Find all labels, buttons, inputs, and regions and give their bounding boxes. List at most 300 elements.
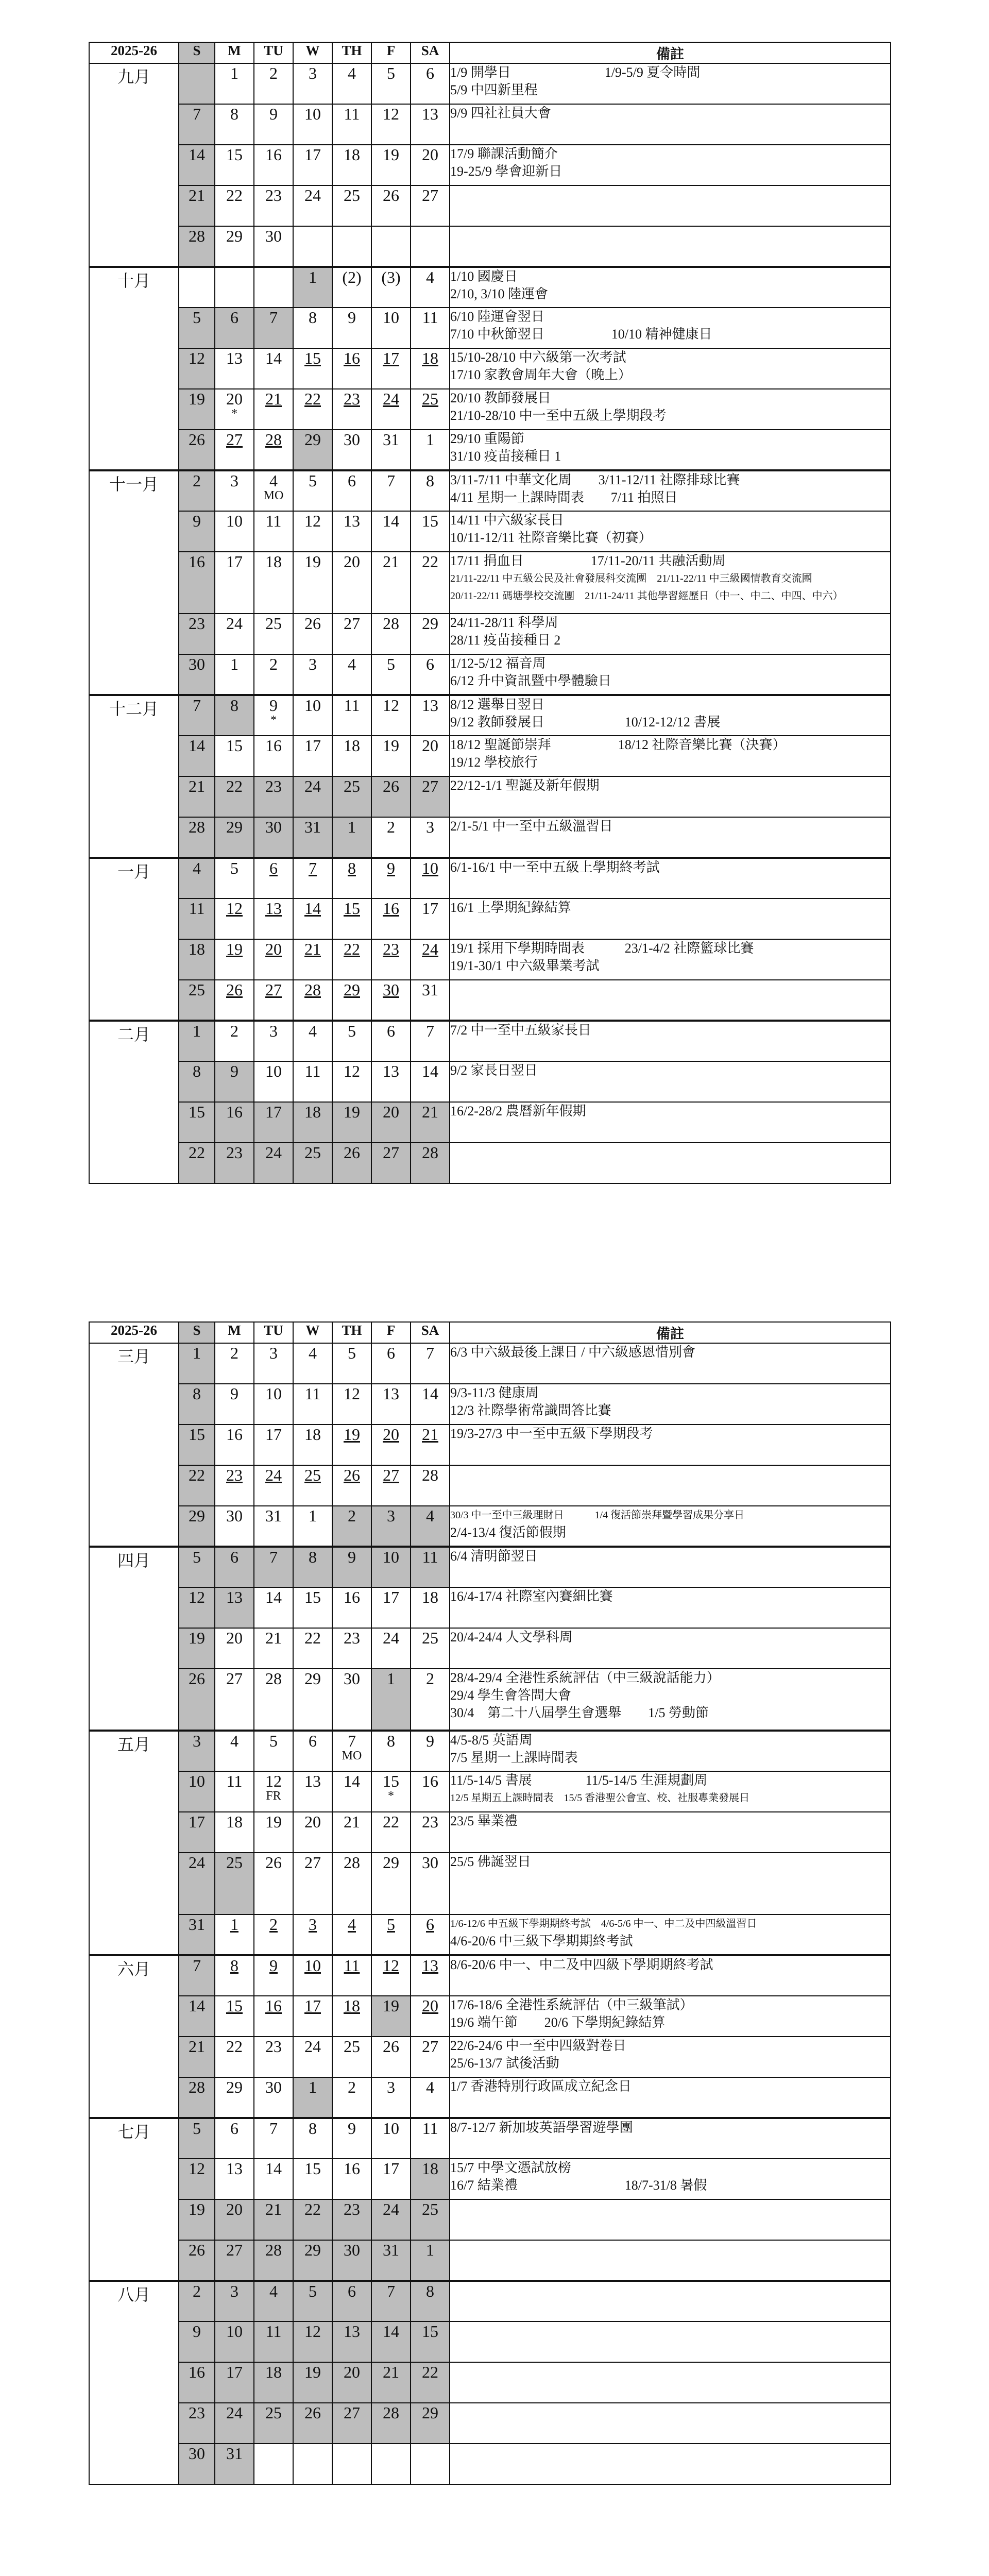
note-line: 19/1-30/1 中六級畢業考試 xyxy=(450,958,600,973)
day-cell xyxy=(411,552,450,614)
day-number: 29 xyxy=(344,980,360,999)
day-number: 15 xyxy=(344,899,360,918)
week-row xyxy=(89,1425,891,1465)
day-number: 8 xyxy=(309,308,317,327)
day-number: 27 xyxy=(422,2037,438,2056)
weekday-header: F xyxy=(371,42,411,63)
day-cell xyxy=(254,2199,293,2240)
day-cell xyxy=(332,1771,371,1812)
week-row xyxy=(89,1669,891,1731)
day-number: 17 xyxy=(304,1996,321,2015)
day-number: 5 xyxy=(309,471,317,490)
day-number: 22 xyxy=(422,2363,438,2381)
note-line: 17/11 捐血日 17/11-20/11 共融活動周 xyxy=(450,553,726,568)
week-row xyxy=(89,1343,891,1384)
day-cell xyxy=(332,552,371,614)
day-number: 24 xyxy=(226,2403,243,2422)
day-cell xyxy=(411,858,450,899)
day-number: 14 xyxy=(265,349,282,367)
day-cell xyxy=(411,2077,450,2118)
day-cell xyxy=(254,736,293,776)
day-number: 29 xyxy=(226,2078,243,2096)
day-cell xyxy=(332,817,371,858)
day-cell xyxy=(215,1853,254,1914)
notes-cell xyxy=(450,470,891,511)
day-cell xyxy=(411,1102,450,1143)
day-number: 14 xyxy=(265,1588,282,1606)
day-number: 9 xyxy=(426,1732,434,1750)
note-line: 15/10-28/10 中六級第一次考試 xyxy=(450,350,626,365)
day-number: 13 xyxy=(344,512,360,530)
day-cell xyxy=(179,1547,215,1587)
day-number: 20 xyxy=(422,1996,438,2015)
header-row xyxy=(89,42,891,63)
note-line: 4/11 星期一上課時間表 7/11 拍照日 xyxy=(450,490,678,505)
day-cell xyxy=(179,736,215,776)
day-number: 28 xyxy=(265,2241,282,2259)
day-number: 27 xyxy=(226,1669,243,1688)
week-row xyxy=(89,614,891,654)
day-cell xyxy=(371,1506,411,1547)
day-cell xyxy=(371,1955,411,1996)
day-number: 14 xyxy=(189,736,205,755)
day-number: 21 xyxy=(265,389,282,408)
day-number: 24 xyxy=(383,1629,399,1647)
day-number: 9 xyxy=(230,1062,238,1080)
notes-cell xyxy=(450,430,891,470)
day-number: 19 xyxy=(189,1629,205,1647)
day-cell xyxy=(411,145,450,185)
week-row xyxy=(89,817,891,858)
day-cell xyxy=(215,1731,254,1771)
week-row xyxy=(89,1812,891,1853)
day-number: 4 xyxy=(348,64,356,82)
day-cell xyxy=(215,185,254,226)
day-cell xyxy=(179,389,215,430)
day-cell xyxy=(179,1731,215,1771)
day-number: 28 xyxy=(383,614,399,633)
day-cell xyxy=(371,817,411,858)
day-cell xyxy=(411,776,450,817)
week-row xyxy=(89,2444,891,2484)
notes-cell xyxy=(450,2403,891,2444)
day-number: 4 xyxy=(348,655,356,673)
note-line: 25/5 佛誕翌日 xyxy=(450,1854,531,1869)
day-number: 26 xyxy=(383,777,399,795)
day-number: 5 xyxy=(193,2119,201,2138)
day-cell xyxy=(179,2281,215,2321)
weekday-header: W xyxy=(293,1322,332,1343)
day-cell xyxy=(411,654,450,695)
day-number: 6 xyxy=(387,1344,395,1362)
day-cell xyxy=(215,1628,254,1669)
day-number: 4 xyxy=(426,1506,434,1525)
day-marker: FR xyxy=(266,1789,281,1803)
day-number: 2 xyxy=(230,1022,238,1040)
day-cell xyxy=(293,552,332,614)
day-number: 10 xyxy=(383,308,399,327)
day-number: 12 xyxy=(304,512,321,530)
note-line: 6/3 中六級最後上課日 / 中六級感恩惜別會 xyxy=(450,1345,695,1360)
day-cell xyxy=(332,2403,371,2444)
day-cell xyxy=(215,899,254,939)
weekday-header: M xyxy=(215,1322,254,1343)
day-cell xyxy=(254,226,293,267)
day-number: 22 xyxy=(304,2200,321,2218)
day-cell xyxy=(371,2199,411,2240)
day-cell xyxy=(411,1465,450,1506)
note-line: 7/5 星期一上課時間表 xyxy=(450,1750,578,1765)
day-cell xyxy=(254,2077,293,2118)
day-cell xyxy=(293,1731,332,1771)
day-cell xyxy=(371,654,411,695)
weekday-header: TH xyxy=(332,1322,371,1343)
week-row xyxy=(89,2159,891,2199)
day-number: 4 xyxy=(230,1732,238,1750)
day-number: 8 xyxy=(309,1548,317,1566)
note-line: 8/6-20/6 中一、中二及中四級下學期期終考試 xyxy=(450,1957,713,1972)
day-number: 23 xyxy=(226,1466,243,1484)
day-number: 21 xyxy=(265,1629,282,1647)
week-row xyxy=(89,2362,891,2403)
day-cell xyxy=(332,2118,371,2159)
note-line: 19/6 端午節 20/6 下學期紀錄結算 xyxy=(450,2015,666,2030)
day-number: 23 xyxy=(265,186,282,205)
day-marker: MO xyxy=(263,489,284,502)
day-cell xyxy=(254,2159,293,2199)
day-cell xyxy=(254,1102,293,1143)
week-row xyxy=(89,267,891,308)
notes-cell xyxy=(450,654,891,695)
day-number: 27 xyxy=(265,980,282,999)
day-cell xyxy=(293,1996,332,2037)
day-number: 7 xyxy=(193,696,201,715)
note-line: 16/2-28/2 農曆新年假期 xyxy=(450,1104,586,1118)
day-number: 1 xyxy=(426,430,434,449)
note-line: 22/6-24/6 中一至中四級對卷日 xyxy=(450,2038,626,2053)
day-number: 21 xyxy=(344,1812,360,1831)
day-cell xyxy=(293,1812,332,1853)
day-number: 17 xyxy=(383,1588,399,1606)
day-number: 27 xyxy=(226,430,243,449)
day-cell xyxy=(254,1771,293,1812)
day-cell xyxy=(293,2037,332,2077)
day-number: 7 xyxy=(193,1956,201,1975)
day-number: 4 xyxy=(426,2078,434,2096)
day-cell xyxy=(411,1853,450,1914)
day-cell xyxy=(179,654,215,695)
notes-cell xyxy=(450,1669,891,1731)
note-line: 30/4 第二十八屆學生會選舉 1/5 勞動節 xyxy=(450,1705,709,1720)
week-row xyxy=(89,858,891,899)
day-number: 3 xyxy=(387,2078,395,2096)
notes-cell xyxy=(450,1628,891,1669)
weekday-header: TH xyxy=(332,42,371,63)
day-cell xyxy=(179,2240,215,2281)
day-cell xyxy=(179,858,215,899)
day-number: 7 xyxy=(269,308,278,327)
day-cell xyxy=(215,1506,254,1547)
day-cell xyxy=(371,308,411,348)
day-cell xyxy=(215,389,254,430)
day-cell xyxy=(179,1628,215,1669)
day-cell xyxy=(293,2281,332,2321)
day-cell xyxy=(254,1465,293,1506)
day-number: 12 xyxy=(344,1062,360,1080)
day-cell xyxy=(254,552,293,614)
day-cell xyxy=(371,1771,411,1812)
day-number: 5 xyxy=(193,1548,201,1566)
week-row xyxy=(89,104,891,145)
day-number: 27 xyxy=(422,186,438,205)
day-number: 18 xyxy=(304,1425,321,1444)
day-number: 18 xyxy=(344,145,360,164)
day-number: 29 xyxy=(383,1853,399,1872)
day-number: 18 xyxy=(344,736,360,755)
day-number: 31 xyxy=(383,430,399,449)
day-number: 12 xyxy=(383,1956,399,1975)
day-cell xyxy=(215,1547,254,1587)
day-number: 29 xyxy=(304,1669,321,1688)
day-cell xyxy=(332,1587,371,1628)
day-cell xyxy=(179,470,215,511)
day-number: 17 xyxy=(383,2159,399,2178)
day-number: 2 xyxy=(387,818,395,836)
day-cell xyxy=(254,2321,293,2362)
note-line: 25/6-13/7 試後活動 xyxy=(450,2056,559,2071)
day-cell xyxy=(179,1102,215,1143)
day-cell xyxy=(215,1425,254,1465)
day-number: 14 xyxy=(422,1384,438,1403)
day-cell xyxy=(332,1343,371,1384)
day-cell xyxy=(254,2037,293,2077)
day-cell xyxy=(411,2159,450,2199)
day-number: 25 xyxy=(344,777,360,795)
day-cell xyxy=(411,2118,450,2159)
day-number: 8 xyxy=(387,1732,395,1750)
day-cell xyxy=(371,104,411,145)
day-cell xyxy=(215,63,254,104)
day-cell xyxy=(293,1343,332,1384)
day-cell xyxy=(254,185,293,226)
day-number: 25 xyxy=(344,2037,360,2056)
day-cell xyxy=(179,1465,215,1506)
day-cell xyxy=(411,1812,450,1853)
day-cell xyxy=(215,2077,254,2118)
day-cell xyxy=(179,2037,215,2077)
day-number: 26 xyxy=(304,2403,321,2422)
notes-cell xyxy=(450,1853,891,1914)
day-cell xyxy=(411,1384,450,1425)
day-number: 15 xyxy=(226,1996,243,2015)
day-number: 5 xyxy=(269,1732,278,1750)
day-number: 6 xyxy=(230,2119,238,2138)
week-row xyxy=(89,2321,891,2362)
day-cell xyxy=(371,1731,411,1771)
day-number: 24 xyxy=(304,2037,321,2056)
day-number: 26 xyxy=(344,1143,360,1162)
day-cell xyxy=(332,2281,371,2321)
day-cell xyxy=(411,308,450,348)
day-cell xyxy=(254,1955,293,1996)
day-number: 2 xyxy=(348,1506,356,1525)
day-number: 11 xyxy=(422,308,438,327)
day-cell xyxy=(293,63,332,104)
day-cell xyxy=(411,939,450,980)
notes-cell xyxy=(450,308,891,348)
day-number: 23 xyxy=(265,777,282,795)
day-cell xyxy=(411,2444,450,2484)
day-cell xyxy=(179,899,215,939)
month-label: 二月 xyxy=(89,1021,179,1183)
day-number: 12 xyxy=(265,1772,282,1790)
day-number: 6 xyxy=(426,1915,434,1934)
week-row xyxy=(89,389,891,430)
day-cell xyxy=(215,1143,254,1183)
day-cell xyxy=(179,2321,215,2362)
note-line: 18/12 聖誕節崇拜 18/12 社際音樂比賽（決賽） xyxy=(450,737,786,752)
year-header: 2025-26 xyxy=(89,42,179,63)
day-number: 9 xyxy=(387,859,395,877)
day-number: 5 xyxy=(387,1915,395,1934)
day-number: 10 xyxy=(226,2322,243,2341)
notes-cell xyxy=(450,2077,891,2118)
day-cell xyxy=(215,1996,254,2037)
day-cell xyxy=(215,2444,254,2484)
day-cell xyxy=(371,145,411,185)
day-cell xyxy=(293,654,332,695)
day-cell xyxy=(215,1102,254,1143)
day-number: 10 xyxy=(265,1062,282,1080)
day-number: 17 xyxy=(226,552,243,571)
notes-cell xyxy=(450,939,891,980)
day-number: 4 xyxy=(269,2282,278,2300)
notes-cell xyxy=(450,63,891,104)
day-number: 10 xyxy=(383,1548,399,1566)
notes-cell xyxy=(450,145,891,185)
day-cell xyxy=(411,511,450,552)
day-number: 3 xyxy=(193,1732,201,1750)
notes-cell xyxy=(450,1021,891,1061)
day-number: 19 xyxy=(226,940,243,958)
day-number: 19 xyxy=(189,389,205,408)
day-cell xyxy=(293,430,332,470)
day-number: 10 xyxy=(422,859,438,877)
day-marker: * xyxy=(388,1789,394,1803)
day-number: 8 xyxy=(230,1956,238,1975)
day-cell xyxy=(215,552,254,614)
note-line: 17/9 聯課活動簡介 xyxy=(450,146,558,161)
day-number: 26 xyxy=(189,2241,205,2259)
day-number: 25 xyxy=(304,1466,321,1484)
day-cell xyxy=(293,2077,332,2118)
notes-cell xyxy=(450,1955,891,1996)
day-cell xyxy=(332,2159,371,2199)
month-label: 一月 xyxy=(89,858,179,1021)
day-number: 15 xyxy=(226,736,243,755)
day-cell xyxy=(179,1996,215,2037)
day-number: 22 xyxy=(383,1812,399,1831)
notes-cell xyxy=(450,1812,891,1853)
day-cell xyxy=(411,2037,450,2077)
notes-cell xyxy=(450,104,891,145)
note-line: 8/12 選舉日翌日 xyxy=(450,697,544,712)
day-cell xyxy=(254,104,293,145)
day-number: 27 xyxy=(344,2403,360,2422)
day-cell xyxy=(411,63,450,104)
day-number: 27 xyxy=(422,777,438,795)
note-line: 2/10, 3/10 陸運會 xyxy=(450,286,548,301)
note-line: 9/12 教師發展日 10/12-12/12 書展 xyxy=(450,715,721,730)
day-number: 4 xyxy=(193,859,201,877)
week-row xyxy=(89,308,891,348)
header-row xyxy=(89,1322,891,1343)
day-cell xyxy=(215,2037,254,2077)
day-number: 21 xyxy=(422,1425,438,1444)
day-number: 30 xyxy=(344,430,360,449)
day-number: 31 xyxy=(265,1506,282,1525)
note-line: 20/11-22/11 碼塘學校交流團 21/11-24/11 其他學習經歷日（中一、中二、中四、中六） xyxy=(450,590,843,602)
day-number: 21 xyxy=(383,552,399,571)
day-number: 9 xyxy=(269,105,278,123)
day-cell xyxy=(215,2240,254,2281)
day-cell xyxy=(371,389,411,430)
day-cell xyxy=(293,1021,332,1061)
week-row xyxy=(89,348,891,389)
day-cell xyxy=(332,267,371,308)
day-cell xyxy=(371,226,411,267)
day-cell xyxy=(215,104,254,145)
day-cell xyxy=(254,2362,293,2403)
day-cell xyxy=(254,1506,293,1547)
day-cell xyxy=(332,736,371,776)
day-cell xyxy=(332,980,371,1021)
day-cell xyxy=(254,430,293,470)
notes-cell xyxy=(450,1771,891,1812)
day-number: 12 xyxy=(383,105,399,123)
note-line: 3/11-7/11 中華文化周 3/11-12/11 社際排球比賽 xyxy=(450,472,740,487)
day-cell xyxy=(179,1812,215,1853)
week-row xyxy=(89,63,891,104)
day-number: 10 xyxy=(226,512,243,530)
day-number: 29 xyxy=(226,818,243,836)
day-marker: MO xyxy=(342,1749,362,1762)
day-cell xyxy=(293,511,332,552)
day-cell xyxy=(332,430,371,470)
day-cell xyxy=(332,145,371,185)
day-cell xyxy=(371,430,411,470)
day-number: 28 xyxy=(189,2078,205,2096)
note-line: 2/1-5/1 中一至中五級溫習日 xyxy=(450,819,613,834)
day-number: 13 xyxy=(422,1956,438,1975)
day-cell xyxy=(179,1425,215,1465)
day-number: 31 xyxy=(422,980,438,999)
day-cell xyxy=(179,2077,215,2118)
day-number: 24 xyxy=(304,186,321,205)
day-number: 12 xyxy=(189,349,205,367)
day-number: 23 xyxy=(422,1812,438,1831)
day-number: 16 xyxy=(226,1425,243,1444)
day-cell xyxy=(215,1061,254,1102)
day-cell xyxy=(411,1143,450,1183)
day-cell xyxy=(332,2321,371,2362)
notes-cell xyxy=(450,1547,891,1587)
day-cell xyxy=(215,1384,254,1425)
day-number: 7 xyxy=(348,1732,356,1750)
note-line: 17/6-18/6 全港性系統評估（中三級筆試） xyxy=(450,1997,693,2012)
day-number: 25 xyxy=(344,186,360,205)
note-line: 16/7 結業禮 18/7-31/8 暑假 xyxy=(450,2178,707,2193)
